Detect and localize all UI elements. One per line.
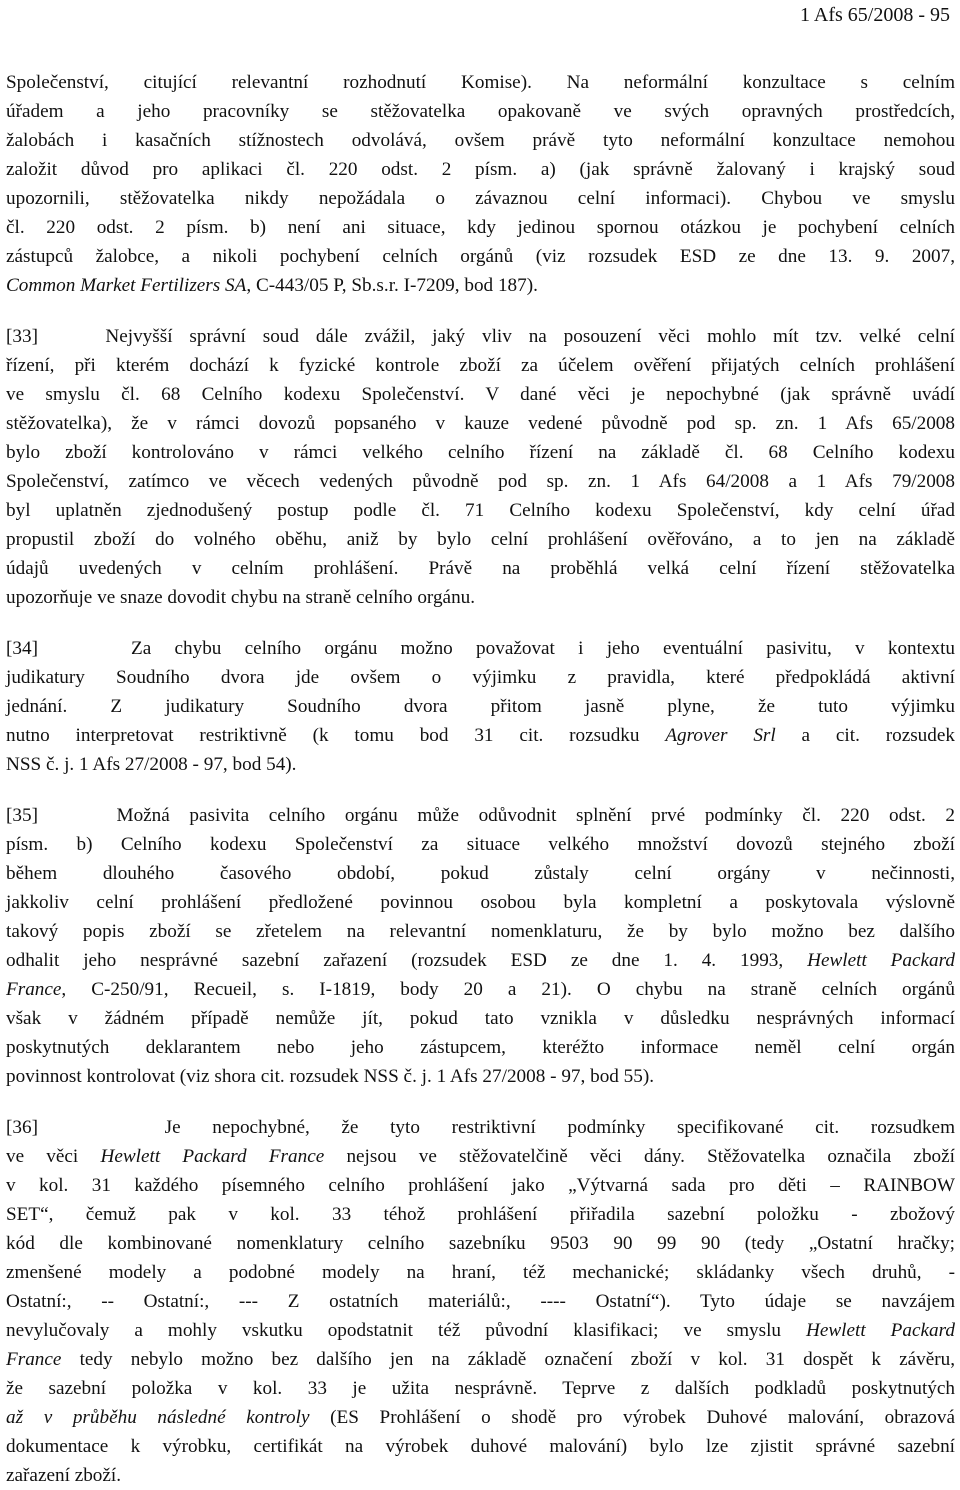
italic-citation: až v průběhu následné kontroly: [6, 1407, 310, 1428]
text-run: NSS č. j. 1 Afs 27/2008 - 97, bod 54).: [6, 754, 297, 775]
text-run: Společenství, citující relevantní rozhodnutí Komise). Na neformální konzultace s celním: [6, 72, 955, 93]
text-line: [6, 97, 955, 126]
paragraph-gap: [6, 612, 955, 634]
text-run: Ostatní:, -- Ostatní:, --- Z ostatních materiálů:, ---- Ostatní“). Tyto údaje se navzájem: [6, 1291, 955, 1312]
text-run: založit důvod pro aplikaci čl. 220 odst. 2 písm. a) (jak správně žalovaný i krajský soud: [6, 159, 955, 180]
paragraph-gap: [6, 1091, 955, 1113]
text-run: propustil zboží do volného oběhu, aniž by bylo celní prohlášení ověřováno, a to jen na základě: [6, 529, 955, 550]
text-run: (ES Prohlášení o shodě pro výrobek Duhové malování, obrazová: [309, 1407, 955, 1428]
text-run: kód dle kombinované nomenklatury celního sazebníku 9503 90 99 90 (tedy „Ostatní hračky;: [6, 1233, 955, 1254]
text-line: [6, 1345, 955, 1374]
text-run: upozorňuje ve snaze dovodit chybu na straně celního orgánu.: [6, 587, 476, 608]
text-run: ve věci: [6, 1146, 101, 1167]
text-run: tedy nebylo možno bez dalšího jen na základě označení zboží v kol. 31 dospět k závěru,: [61, 1349, 955, 1370]
text-run: , C-250/91, Recueil, s. I-1819, body 20 a 21). O chybu na straně celních orgánů: [61, 979, 955, 1000]
text-run: bylo zboží kontrolováno v rámci velkého celního řízení na základě čl. 68 Celního kodexu: [6, 442, 955, 463]
italic-citation: France: [6, 1349, 62, 1370]
paragraph: [6, 68, 955, 300]
text-run: poskytnutých deklarantem nebo jeho zástupcem, kteréžto informace neměl celní orgán: [6, 1037, 955, 1058]
text-run: judikatury Soudního dvora jde ovšem o výjimku z pravidla, které předpokládá aktivní: [6, 667, 955, 688]
paragraph-gap: [6, 779, 955, 801]
text-line: [6, 1062, 955, 1091]
paragraph: [6, 1113, 955, 1490]
paragraph-gap: [6, 300, 955, 322]
text-line: [6, 184, 955, 213]
text-line: [6, 409, 955, 438]
italic-citation: France: [6, 979, 62, 1000]
text-line: [6, 68, 955, 97]
text-run: však v žádném případě nemůže jít, pokud tato vznikla v důsledku nesprávných informací: [6, 1008, 955, 1029]
text-run: údajů uvedených v celním prohlášení. Právě na proběhlá velká celní řízení stěžovatelka: [6, 558, 955, 579]
text-line: [6, 322, 955, 351]
text-run: nutno interpretovat restriktivně (k tomu bod 31 cit. rozsudku: [6, 725, 666, 746]
text-run: v kol. 31 každého písemného celního prohlášení jako „Výtvarná sada pro děti – RAINBOW: [6, 1175, 955, 1196]
text-line: [6, 1229, 955, 1258]
text-line: [6, 242, 955, 271]
italic-citation: Hewlett Packard France: [100, 1146, 325, 1167]
italic-citation: Hewlett Packard: [806, 1320, 955, 1341]
paragraph: [6, 801, 955, 1091]
text-run: a cit. rozsudek: [775, 725, 955, 746]
text-run: čl. 220 odst. 2 písm. b) není ani situace, kdy jedinou spornou otázkou je pochybení celních: [6, 217, 955, 238]
text-line: [6, 917, 955, 946]
text-run: , C-443/05 P, Sb.s.r. I-7209, bod 187).: [246, 275, 538, 296]
text-run: ve smyslu čl. 68 Celního kodexu Společenství. V dané věci je nepochybné (jak správně uvádí: [6, 384, 955, 405]
text-line: [6, 213, 955, 242]
document-body: [6, 68, 955, 1490]
text-line: [6, 721, 955, 750]
text-line: [6, 583, 955, 612]
text-run: [35] Možná pasivita celního orgánu může odůvodnit splnění prvé podmínky čl. 220 odst. 2: [6, 805, 955, 826]
paragraph: [6, 322, 955, 612]
text-run: [34] Za chybu celního orgánu možno považovat i jeho eventuální pasivitu, v kontextu: [6, 638, 955, 659]
text-run: SET“, čemuž pak v kol. 33 téhož prohlášení přiřadila sazební položku - zbožový: [6, 1204, 955, 1225]
text-line: [6, 467, 955, 496]
text-line: [6, 859, 955, 888]
text-run: nevylučovaly a mohly vskutku opodstatnit též původní klasifikaci; ve smyslu: [6, 1320, 806, 1341]
text-run: upozornili, stěžovatelka nikdy nepožádala o závaznou celní informaci). Chybou ve smyslu: [6, 188, 955, 209]
page-header-reference: 1 Afs 65/2008 - 95: [800, 4, 950, 26]
paragraph: [6, 634, 955, 779]
italic-citation: Hewlett Packard: [807, 950, 955, 971]
text-line: [6, 663, 955, 692]
text-line: [6, 1113, 955, 1142]
text-line: [6, 271, 955, 300]
italic-citation: Common Market Fertilizers SA: [6, 275, 247, 296]
text-line: [6, 1403, 955, 1432]
text-run: dokumentace k výrobku, certifikát na výrobek duhové malování) bylo lze zjistit správné sazební: [6, 1436, 955, 1457]
text-run: žalobách i kasačních stížnostech odvolává, ovšem právě tyto neformální konzultace nemohou: [6, 130, 955, 151]
text-run: byl uplatněn zjednodušený postup podle čl. 71 Celního kodexu Společenství, kdy celní úřad: [6, 500, 955, 521]
text-line: [6, 1200, 955, 1229]
text-run: že sazební položka v kol. 33 je užita nesprávně. Teprve z dalších podkladů poskytnutých: [6, 1378, 955, 1399]
text-line: [6, 1171, 955, 1200]
text-run: jakkoliv celní prohlášení předložené povinnou osobou byla kompletní a poskytovala výslovně: [6, 892, 955, 913]
text-line: [6, 496, 955, 525]
text-line: [6, 1004, 955, 1033]
text-run: stěžovatelka), že v rámci dovozů popsaného v kauze vedené původně pod sp. zn. 1 Afs 65/2008: [6, 413, 955, 434]
text-run: zástupců žalobce, a nikoli pochybení celních orgánů (viz rozsudek ESD ze dne 13. 9. 2007,: [6, 246, 955, 267]
text-line: [6, 888, 955, 917]
text-line: [6, 351, 955, 380]
text-line: [6, 634, 955, 663]
text-run: [36] Je nepochybné, že tyto restriktivní podmínky specifikované cit. rozsudkem: [6, 1117, 955, 1138]
text-run: během dlouhého časového období, pokud zůstaly celní orgány v nečinnosti,: [6, 863, 955, 884]
text-line: [6, 525, 955, 554]
text-line: [6, 1287, 955, 1316]
text-line: [6, 155, 955, 184]
text-line: [6, 946, 955, 975]
text-run: řízení, při kterém dochází k fyzické kontrole zboží za účelem ověření přijatých celních prohlášení: [6, 355, 955, 376]
text-line: [6, 1374, 955, 1403]
text-run: odhalit jeho nesprávné sazební zařazení (rozsudek ESD ze dne 1. 4. 1993,: [6, 950, 808, 971]
text-line: [6, 1461, 955, 1490]
text-run: zařazení zboží.: [6, 1465, 122, 1486]
text-line: [6, 1258, 955, 1287]
text-line: [6, 1033, 955, 1062]
text-line: [6, 126, 955, 155]
text-line: [6, 975, 955, 1004]
text-line: [6, 380, 955, 409]
text-line: [6, 750, 955, 779]
text-run: povinnost kontrolovat (viz shora cit. rozsudek NSS č. j. 1 Afs 27/2008 - 97, bod 55).: [6, 1066, 655, 1087]
italic-citation: Agrover Srl: [665, 725, 776, 746]
text-line: [6, 1432, 955, 1461]
text-run: takový popis zboží se zřetelem na relevantní nomenklaturu, že by bylo možno bez dalšího: [6, 921, 955, 942]
text-run: zmenšené modely a podobné modely na hraní, též mechanické; skládanky všech druhů, -: [6, 1262, 955, 1283]
text-line: [6, 1142, 955, 1171]
text-run: jednání. Z judikatury Soudního dvora přitom jasně plyne, že tuto výjimku: [6, 696, 955, 717]
text-line: [6, 438, 955, 467]
text-run: nejsou ve stěžovatelčině věci dány. Stěžovatelka označila zboží: [324, 1146, 955, 1167]
text-line: [6, 830, 955, 859]
text-line: [6, 692, 955, 721]
text-line: [6, 801, 955, 830]
text-line: [6, 1316, 955, 1345]
text-run: Společenství, zatímco ve věcech vedených původně pod sp. zn. 1 Afs 64/2008 a 1 Afs 79/2008: [6, 471, 955, 492]
text-run: úřadem a jeho pracovníky se stěžovatelka opakovaně ve svých opravných prostředcích,: [6, 101, 955, 122]
text-run: [33] Nejvyšší správní soud dále zvážil, jaký vliv na posouzení věci mohlo mít tzv. velké celní: [6, 326, 955, 347]
text-line: [6, 554, 955, 583]
text-run: písm. b) Celního kodexu Společenství za situace velkého množství dovozů stejného zboží: [6, 834, 955, 855]
